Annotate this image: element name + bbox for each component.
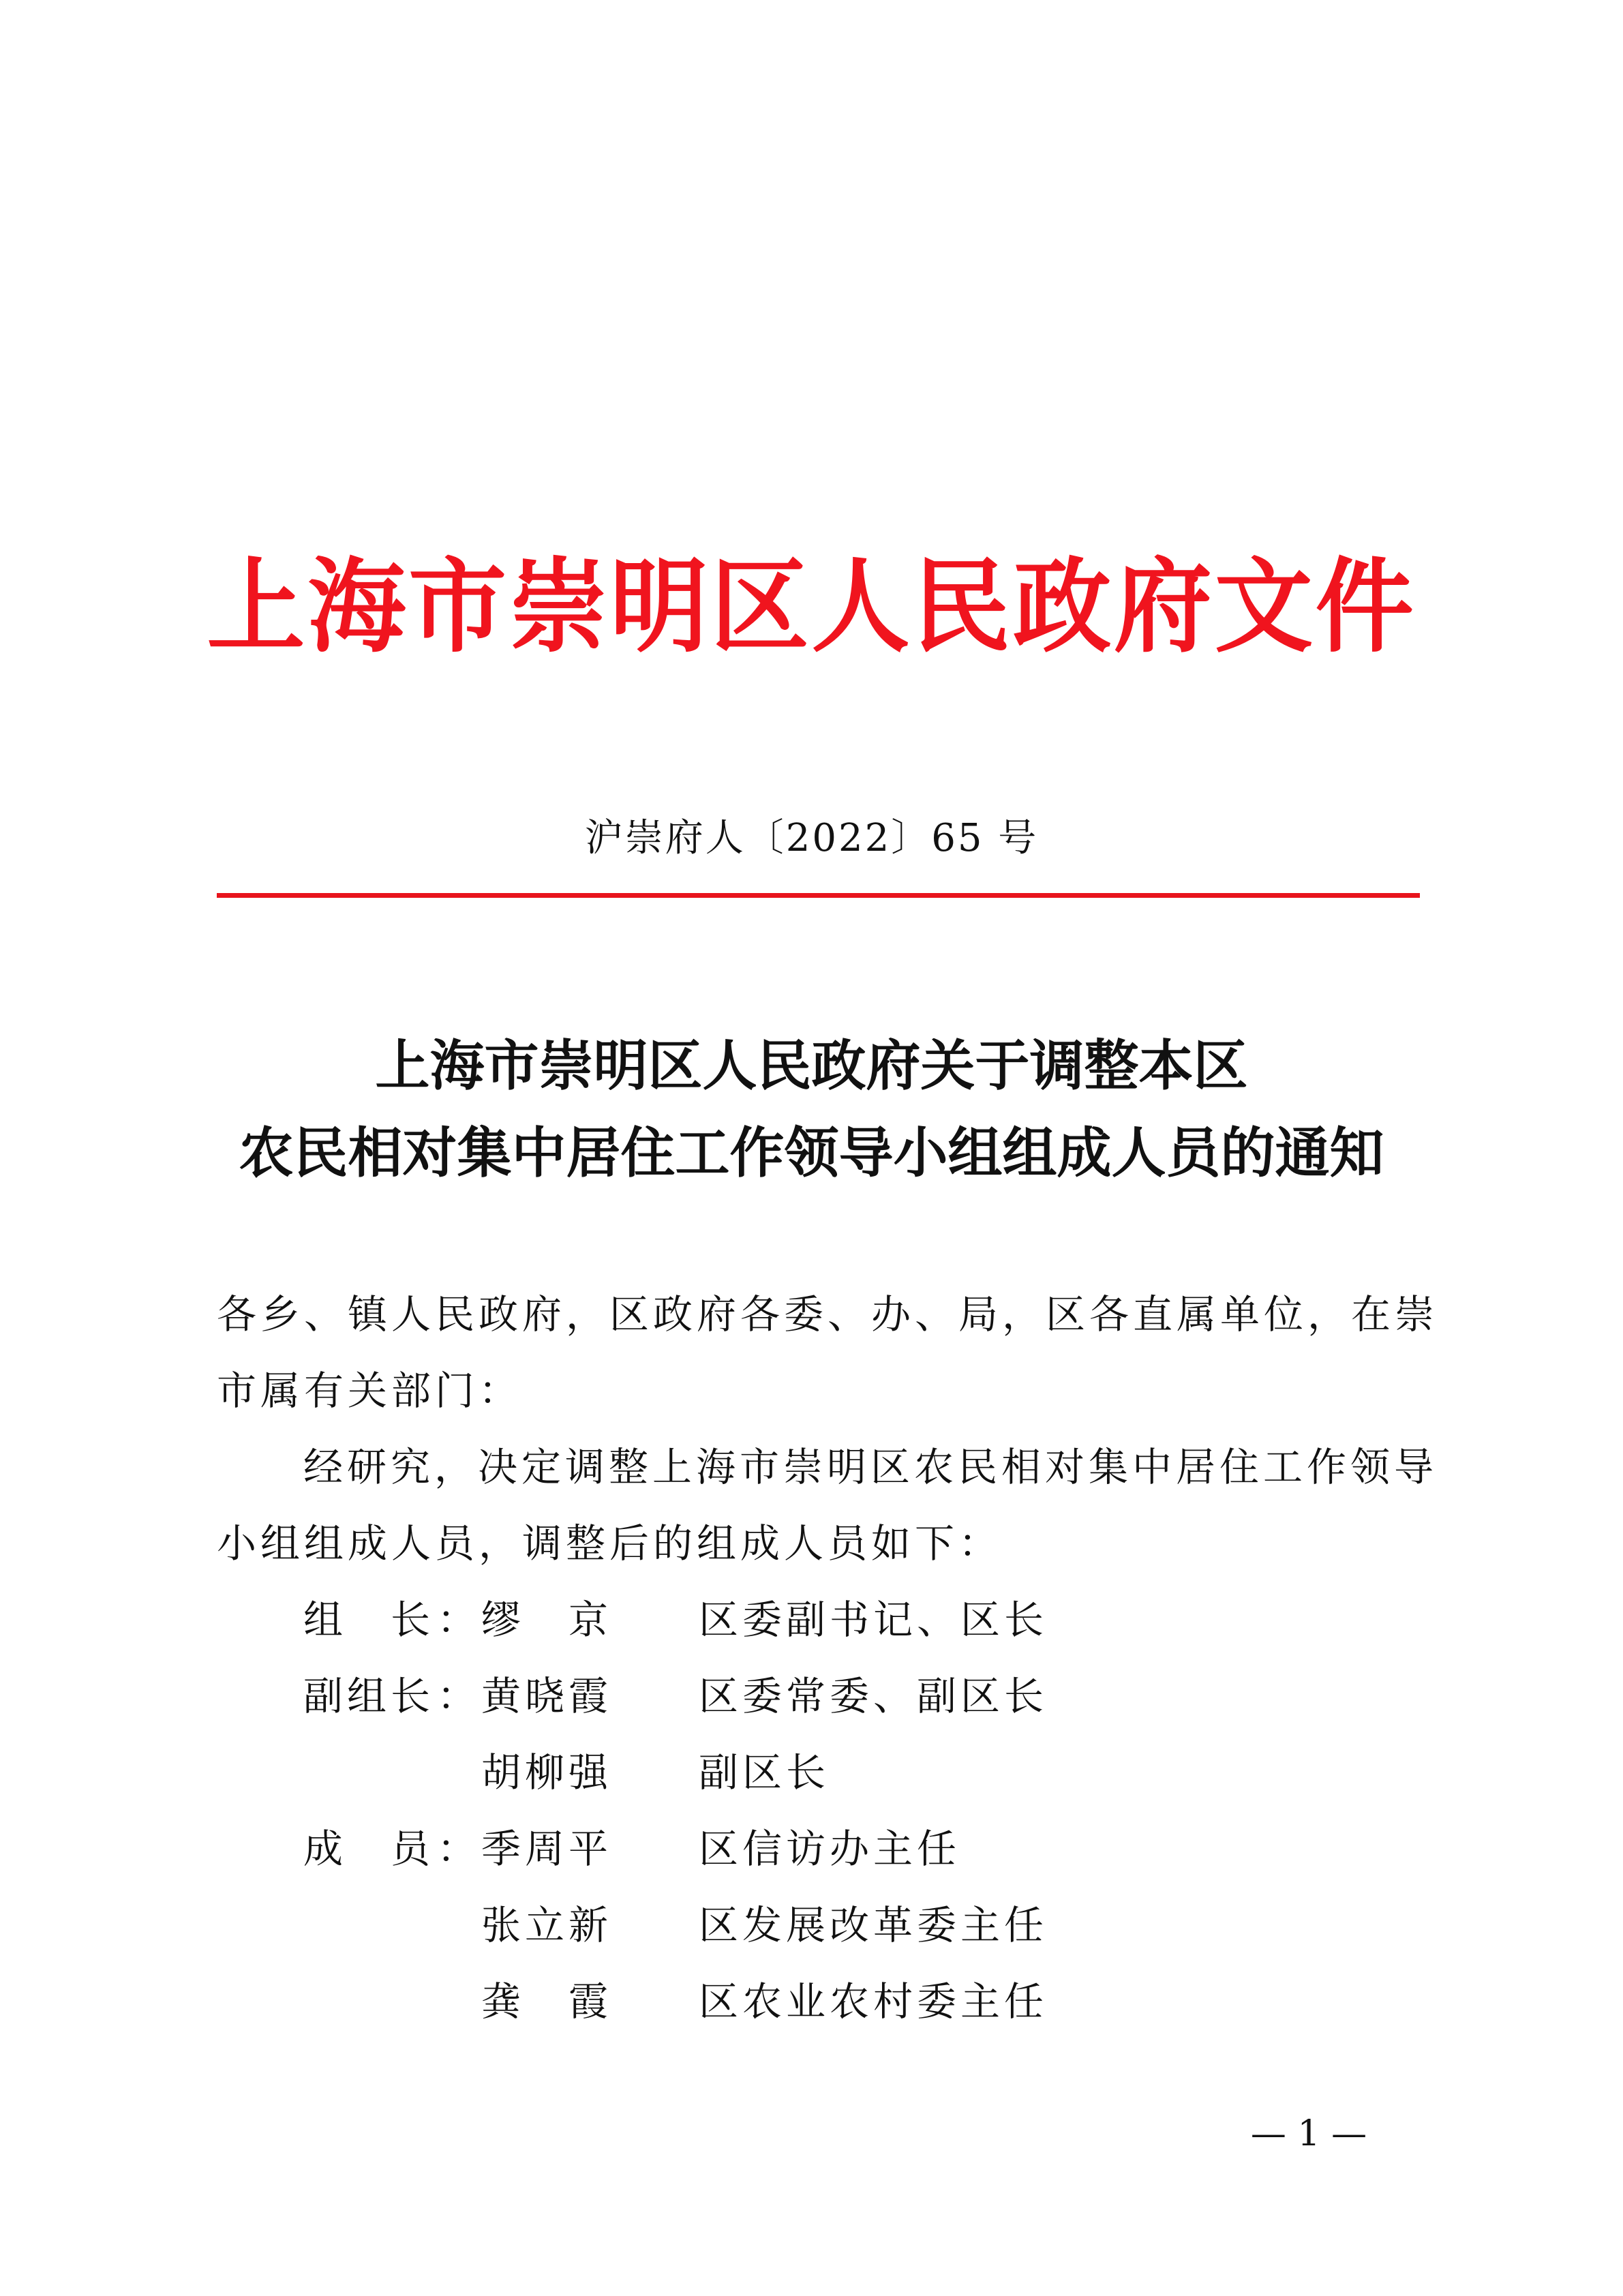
member-colon: ： <box>437 1826 481 1872</box>
member-row-deputy-1 <box>0 1669 1623 1723</box>
member-row-member-1 <box>0 1822 1623 1876</box>
member-role: 副组长 <box>303 1673 435 1719</box>
member-post: 区信访办主任 <box>699 1826 961 1872</box>
member-row-leader <box>0 1592 1623 1647</box>
member-row-member-2 <box>0 1898 1623 1952</box>
body-paragraph-line-2: 小组组成人员，调整后的组成人员如下： <box>217 1520 1003 1567</box>
member-colon: ： <box>437 1597 481 1643</box>
member-name: 缪 京 <box>481 1597 613 1643</box>
member-role: 成 员 <box>303 1826 435 1872</box>
addressee-line-2: 市属有关部门： <box>217 1368 523 1414</box>
member-post: 区委常委、副区长 <box>699 1673 1048 1719</box>
member-row-deputy-2 <box>0 1745 1623 1800</box>
red-divider-rule <box>217 893 1420 898</box>
member-row-member-3 <box>0 1974 1623 2029</box>
notice-title-line-2: 农民相对集中居住工作领导小组组成人员的通知 <box>239 1121 1384 1185</box>
addressee-line-1: 各乡、镇人民政府，区政府各委、办、局，区各直属单位，在崇 <box>217 1291 1439 1338</box>
member-name: 张立新 <box>481 1902 613 1948</box>
notice-title-line-1: 上海市崇明区人民政府关于调整本区 <box>375 1033 1248 1098</box>
member-post: 区农业农村委主任 <box>699 1978 1048 2025</box>
member-role: 组 长 <box>303 1597 435 1643</box>
member-name: 季周平 <box>481 1826 613 1872</box>
member-name: 龚 霞 <box>481 1978 613 2025</box>
member-post: 区委副书记、区长 <box>699 1597 1048 1643</box>
document-header-title: 上海市崇明区人民政府文件 <box>207 547 1416 667</box>
document-number: 沪崇府人〔2022〕65 号 <box>584 816 1039 860</box>
member-post: 副区长 <box>699 1749 830 1796</box>
body-paragraph-line-1: 经研究，决定调整上海市崇明区农民相对集中居住工作领导 <box>303 1444 1438 1490</box>
member-post: 区发展改革委主任 <box>699 1902 1048 1948</box>
member-name: 胡柳强 <box>481 1749 613 1796</box>
member-name: 黄晓霞 <box>481 1673 613 1719</box>
page-number: — 1 — <box>1250 2113 1367 2154</box>
member-colon: ： <box>437 1673 481 1719</box>
